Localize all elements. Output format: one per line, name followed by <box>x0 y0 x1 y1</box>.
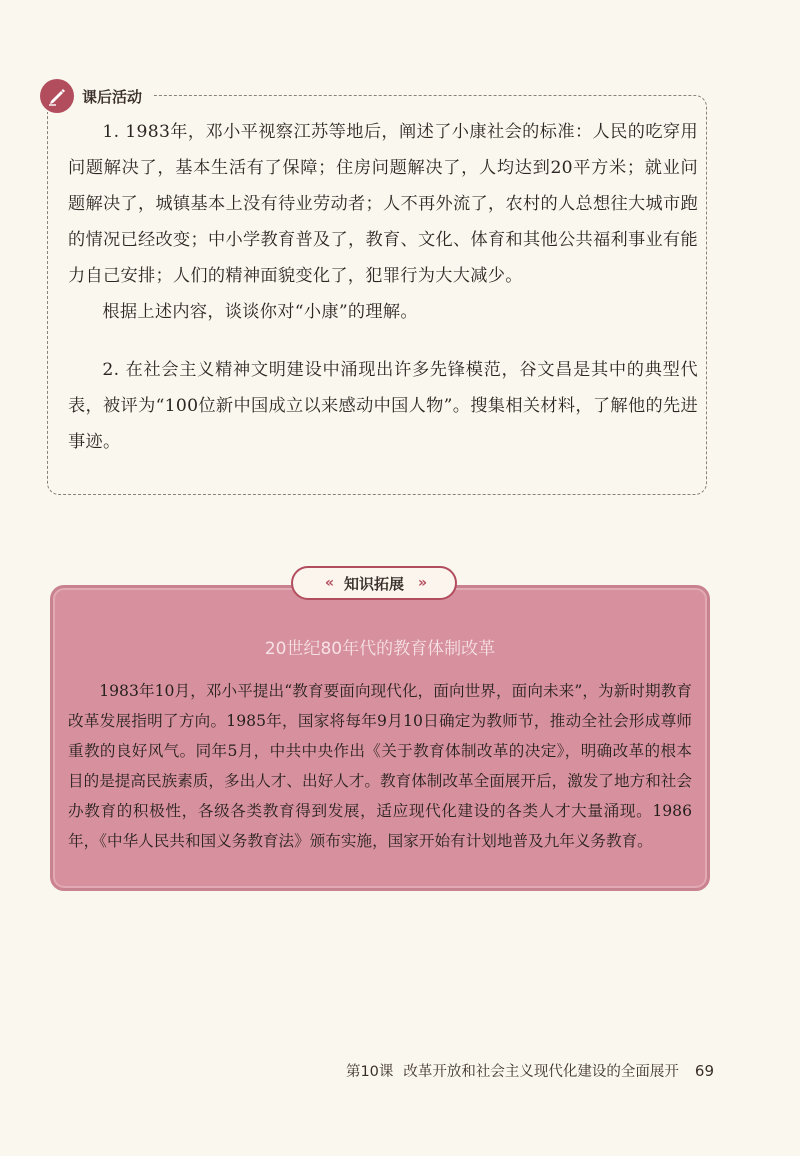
lesson-number: 第10课 <box>345 1064 394 1080</box>
knowledge-title: 知识拓展 <box>343 574 404 593</box>
knowledge-content <box>68 676 692 856</box>
double-chevron-right-icon: » <box>418 575 424 591</box>
activity-title: 课后活动 <box>82 87 143 106</box>
lesson-title: 改革开放和社会主义现代化建设的全面展开 <box>403 1064 679 1080</box>
double-chevron-left-icon: « <box>324 575 330 591</box>
knowledge-paragraph: 1983年10月，邓小平提出“教育要面向现代化，面向世界，面向未来”，为新时期教育改革发展指明了方向。1985年，国家将每年9月10日确定为教师节，推动全社会形成尊师重教的良好风气。同年5月，中共中央作出《关于教育体制改革的决定》，明确改革的根本目的是提高民族素质，多出人才、出好人才。教育体制改革全面展开后，激发了地方和社会办教育的积极性，各级各类教育得到发展，适应现代化建设的各类人才大量涌现。1986年，《中华人民共和国义务教育法》颁布实施，国家开始有计划地普及九年义务教育。 <box>68 682 692 850</box>
knowledge-header <box>291 566 457 600</box>
activity-prompt-1: 根据上述内容，谈谈你对“小康”的理解。 <box>102 302 418 322</box>
page-number: 69 <box>694 1062 714 1080</box>
knowledge-subtitle: 20世纪80年代的教育体制改革 <box>264 639 496 659</box>
page-footer <box>346 1060 714 1081</box>
activity-header <box>40 80 152 112</box>
pencil-icon <box>40 79 74 113</box>
activity-question-1: 1. 1983年，邓小平视察江苏等地后，阐述了小康社会的标准：人民的吃穿用问题解决了，基本生活有了保障；住房问题解决了，人均达到20平方米；就业问题解决了，城镇基本上没有待业劳动者；人不再外流了，农村的人总想往大城市跑的情况已经改变；中小学教育普及了，教育、文化、体育和其他公共福利事业有能力自己安排；人们的精神面貌变化了，犯罪行为大大减少。 <box>68 122 698 286</box>
activity-content <box>68 114 698 460</box>
activity-question-2: 2. 在社会主义精神文明建设中涌现出许多先锋模范，谷文昌是其中的典型代表，被评为“100位新中国成立以来感动中国人物”。搜集相关材料，了解他的先进事迹。 <box>68 360 698 452</box>
